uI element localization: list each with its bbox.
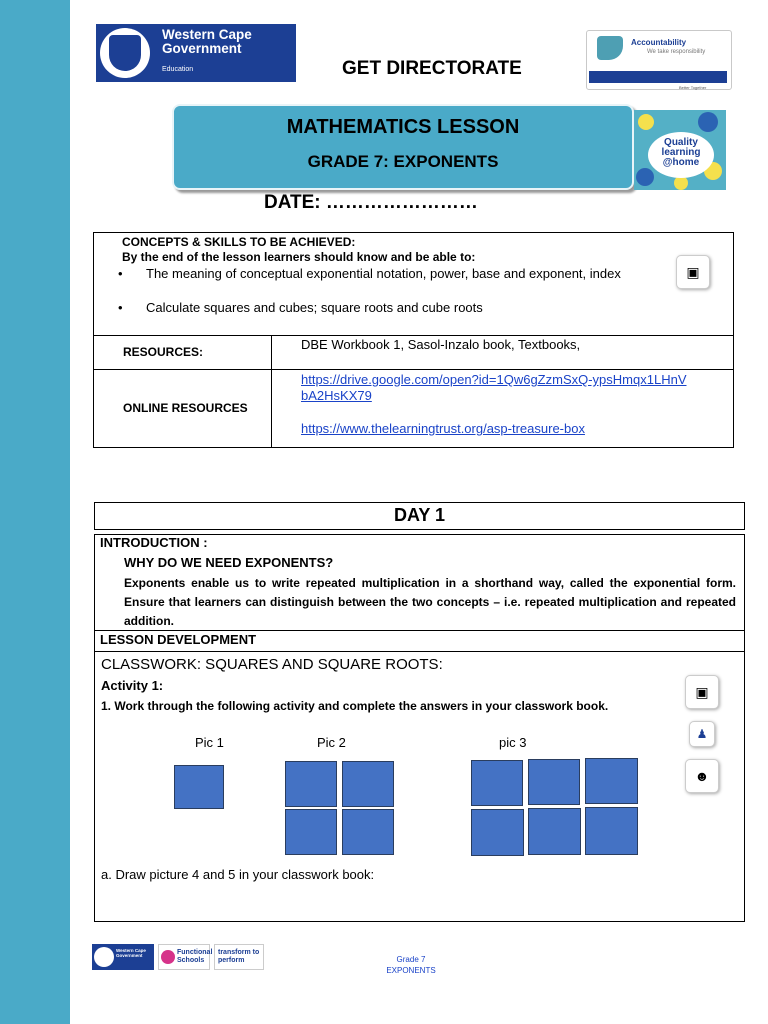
square-tile [285,809,337,855]
concepts-table [93,232,734,448]
footer-logo3-text: transform to perform [218,949,260,964]
footer-topic: EXPONENTS [386,966,436,975]
classwork-heading: CLASSWORK: SQUARES AND SQUARE ROOTS: [101,656,443,673]
online-resources-label: ONLINE RESOURCES [123,401,248,415]
accountability-strip-text: Better Together [679,85,707,90]
accountability-sub: We take responsibility [647,49,706,55]
concepts-heading: CONCEPTS & SKILLS TO BE ACHIEVED: [122,235,356,249]
wcg-logo-dept: Education [162,66,194,73]
square-tile [174,765,224,809]
lesson-banner [172,104,634,190]
online-link-drive[interactable]: https://drive.google.com/open?id=1Qw6gZzmSxQ-ypsHmqx1LHnVbA2HsKX79 [301,372,687,403]
footer-grade: Grade 7 [396,955,426,964]
quality-learning-logo [634,110,726,190]
intro-heading: INTRODUCTION : [100,535,208,550]
teacher-icon: ▣ [676,255,710,289]
accountability-logo [586,30,732,90]
concepts-subheading: By the end of the lesson learners should know and be able to: [122,250,476,264]
pair-work-icon: ♟ [689,721,715,747]
wcg-logo [96,24,296,82]
wcg-logo-line2: Government [162,41,242,56]
footer-logos [92,944,264,970]
resources-value: DBE Workbook 1, Sasol-Inzalo book, Textbooks, [301,337,581,352]
bullet-dot: • [118,266,123,281]
footer-wcg-logo [92,944,154,970]
pic-label-3: pic 3 [499,735,527,750]
square-tile [285,761,337,807]
footer-logo2-text: Functional Schools [177,949,213,964]
lesson-title: MATHEMATICS LESSON [286,116,520,138]
lesson-development-heading: LESSON DEVELOPMENT [100,632,257,647]
pic-label-1: Pic 1 [195,735,224,750]
accountability-title: Accountability [631,38,687,47]
concept-bullet-2: Calculate squares and cubes; square roots and cube roots [146,300,483,315]
lesson-content-table [94,534,745,922]
square-tile [342,761,394,807]
square-tile [471,809,524,856]
activity-instruction: 1. Work through the following activity and complete the answers in your classwork book. [101,699,609,713]
activity-heading: Activity 1: [101,678,164,693]
footer-caption [380,954,442,976]
why-text: Exponents enable us to write repeated multiplication in a shorthand way, called the exponential form. Ensure that learners can distinguish between the two concepts – i.e. repeated multiplication and repeated addition. [124,576,736,628]
square-tile [585,807,638,855]
online-link-learning-trust[interactable]: https://www.thelearningtrust.org/asp-treasure-box [301,421,585,436]
bullet-dot: • [118,300,123,315]
quality-learning-text: Quality learning @home [648,132,714,178]
wcg-logo-line1: Western Cape [162,27,252,42]
square-tile [585,758,638,804]
footer-logo1-text: Western Cape Government [116,948,146,958]
square-tile [471,760,523,806]
square-tile [342,809,394,855]
col-divider [271,335,272,447]
row-divider [94,335,733,336]
lesson-grade: GRADE 7: EXPONENTS [307,152,499,171]
functional-schools-icon [161,950,175,964]
row-divider [95,651,744,652]
day-heading-box [94,502,745,530]
learner-icon: ☻ [685,759,719,793]
directorate-title: GET DIRECTORATE [342,58,522,79]
pic-label-2: Pic 2 [317,735,346,750]
crest-icon [94,947,114,967]
footer-functional-schools-logo [158,944,213,970]
footer-transform-logo [214,944,264,970]
row-divider [95,630,744,631]
accountability-icon [597,36,623,60]
why-heading: WHY DO WE NEED EXPONENTS? [124,555,334,570]
concept-bullet-1: The meaning of conceptual exponential notation, power, base and exponent, index [146,266,621,281]
resources-label: RESOURCES: [123,345,204,359]
wcg-logo-name [162,28,252,56]
square-tile [528,759,580,805]
row-divider [94,369,733,370]
task-a-text: a. Draw picture 4 and 5 in your classwork book: [101,867,375,882]
accountability-strip [589,71,727,83]
square-tile [528,808,581,855]
date-line: DATE: …………………… [264,192,478,213]
crest-icon [100,28,150,78]
day-title: DAY 1 [393,505,446,525]
side-bar [0,0,70,1024]
teacher-icon: ▣ [685,675,719,709]
